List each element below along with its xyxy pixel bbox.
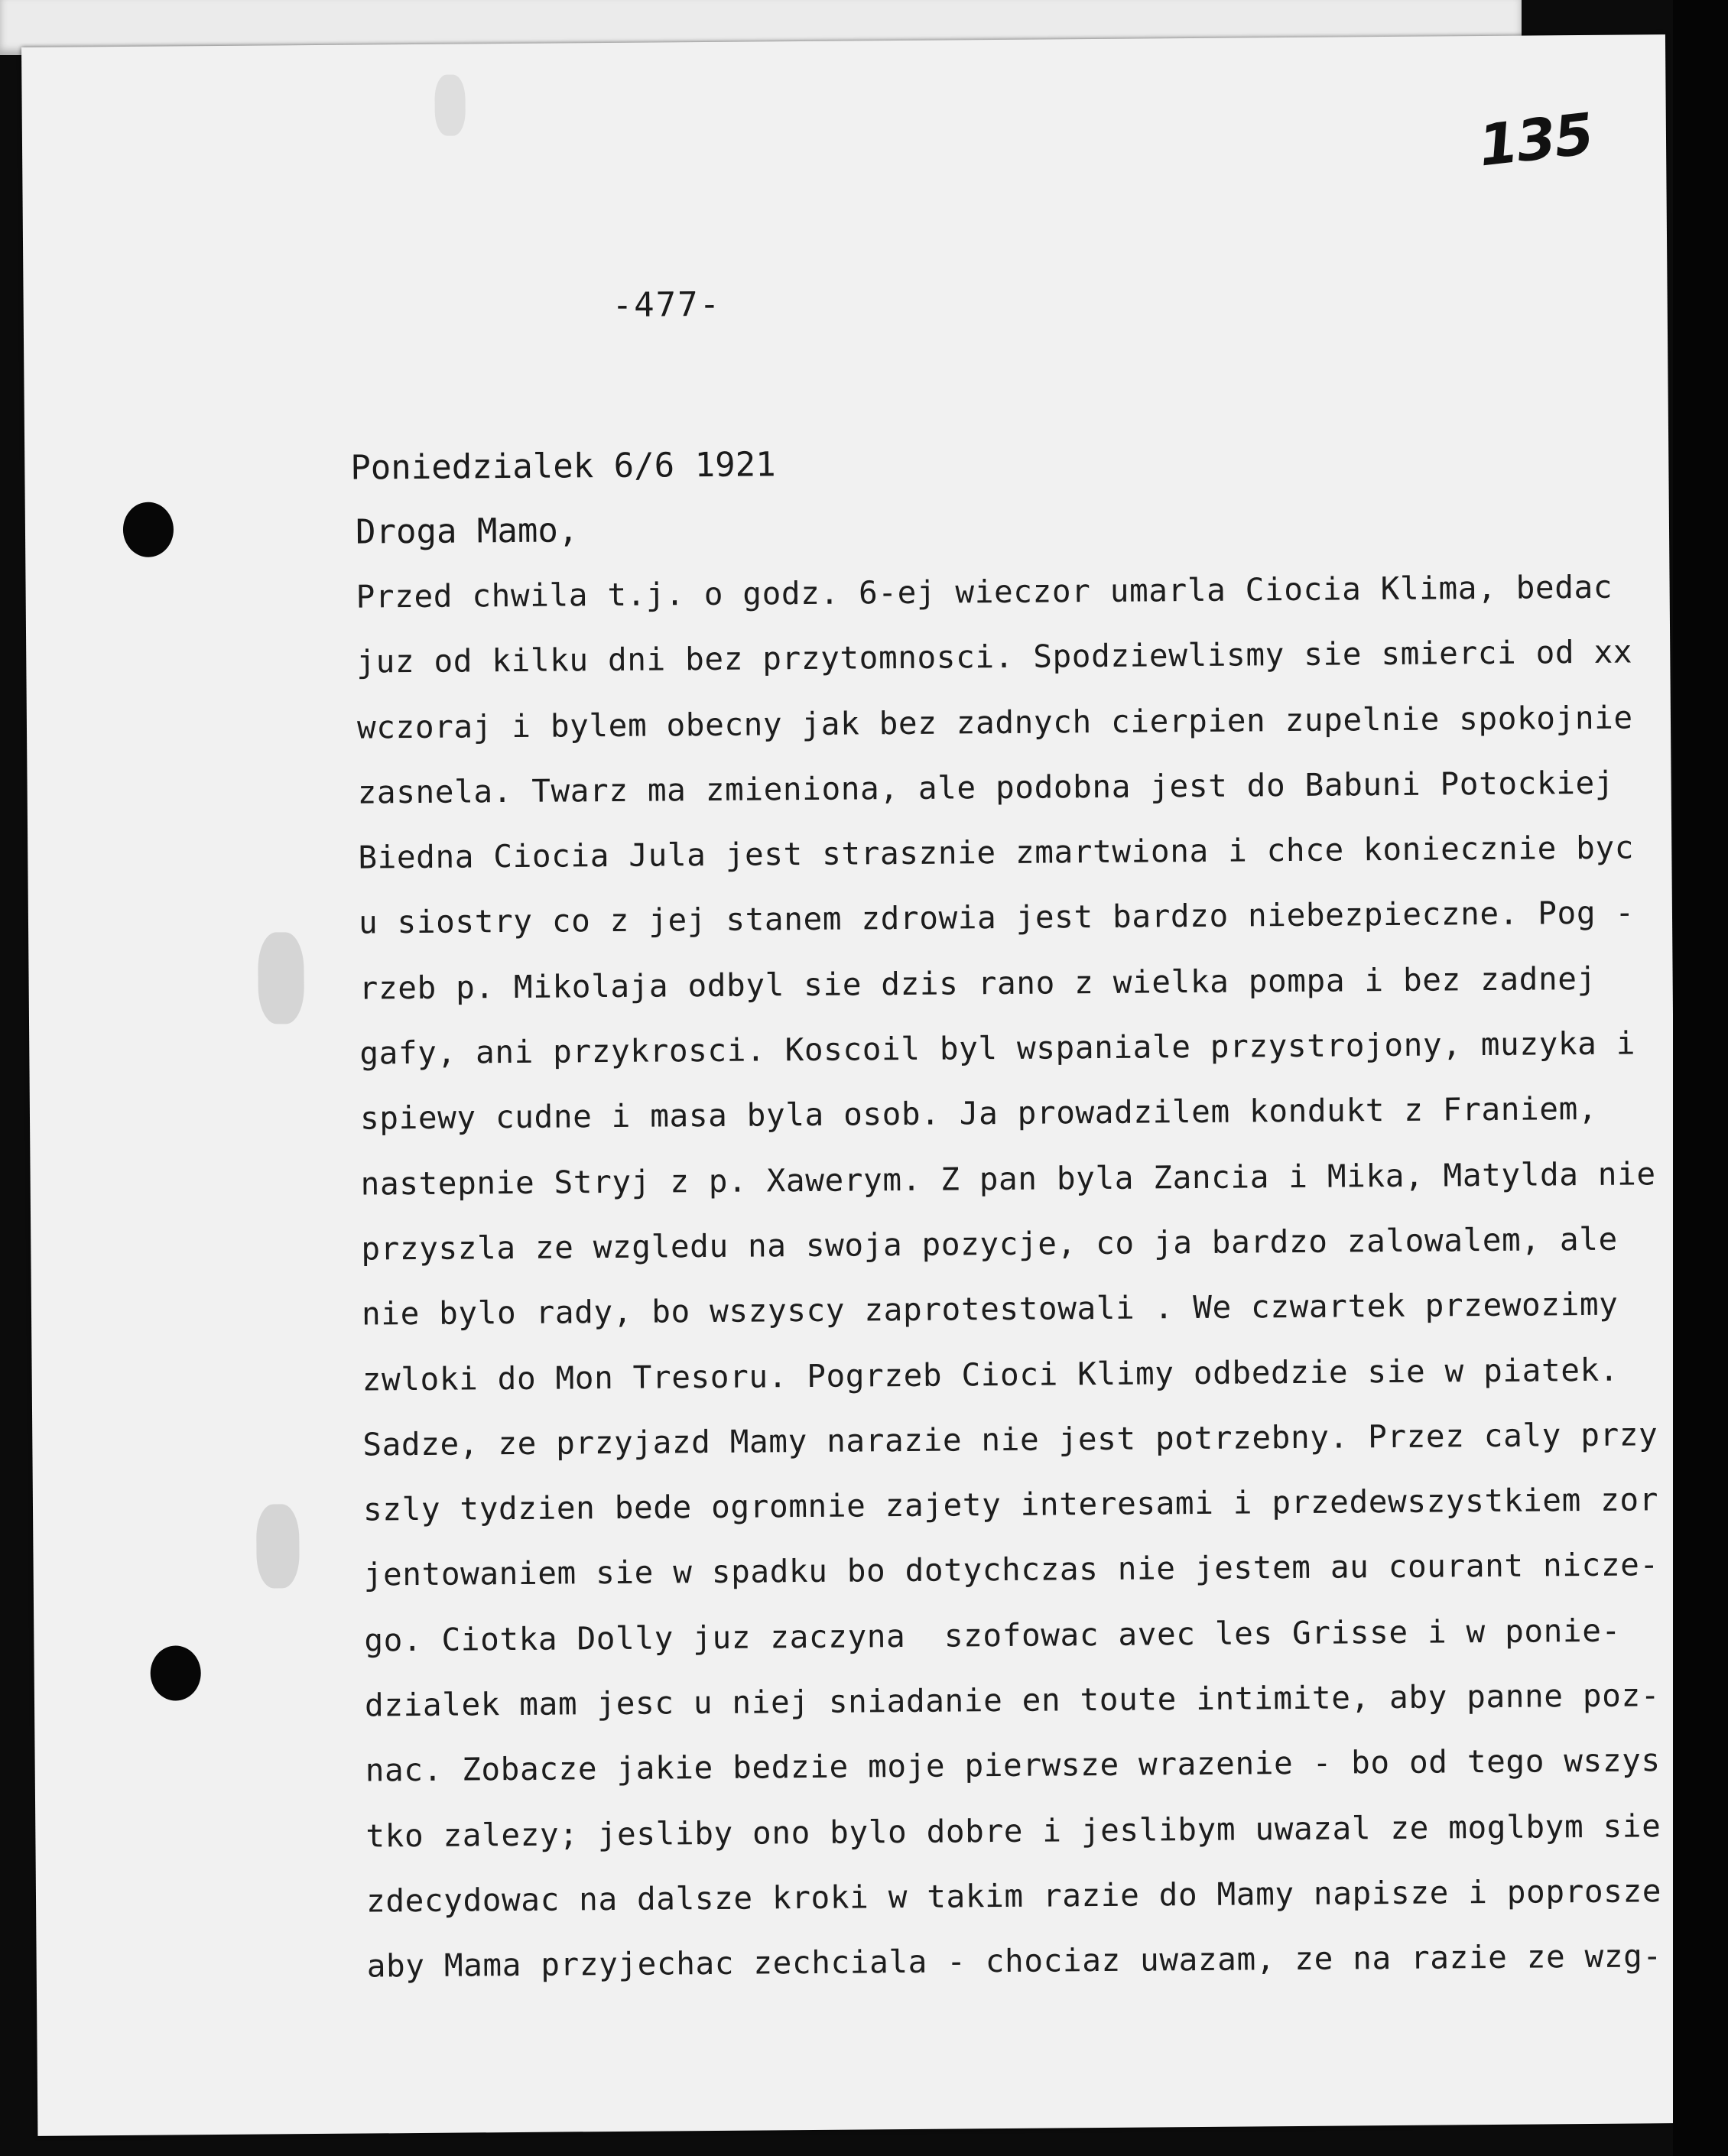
letter-line: rzeb p. Mikolaja odbyl sie dzis rano z wielka pompa i bez zadnej xyxy=(359,959,1597,1007)
letter-line: przyszla ze wzgledu na swoja pozycje, co ja bardzo zalowalem, ale xyxy=(361,1220,1618,1268)
letter-line: jentowaniem sie w spadku bo dotychczas nie jestem au courant nicze- xyxy=(363,1546,1659,1593)
letter-line: nac. Zobacze jakie bedzie moje pierwsze wrazenie - bo od tego wszys xyxy=(365,1742,1661,1789)
letter-line: tko zalezy; jesliby ono bylo dobre i jeslibym uwazal ze moglbym sie xyxy=(365,1807,1661,1855)
letter-line: wczoraj i bylem obecny jak bez zadnych cierpien zupelnie spokojnie xyxy=(356,699,1633,746)
scan-background-edge xyxy=(1673,0,1728,2156)
scan-smudge xyxy=(258,932,304,1024)
letter-body xyxy=(356,554,1682,1999)
letter-line: spiewy cudne i masa byla osob. Ja prowadzilem kondukt z Franiem, xyxy=(359,1090,1598,1137)
letter-line: Biedna Ciocia Jula jest strasznie zmartwiona i chce koniecznie byc xyxy=(358,829,1635,876)
letter-line: go. Ciotka Dolly juz zaczyna szofowac avec les Grisse i w ponie- xyxy=(364,1612,1621,1659)
letter-line: szly tydzien bede ogromnie zajety interesami i przedewszystkiem zor xyxy=(362,1481,1659,1528)
letter-line: Sadze, ze przyjazd Mamy narazie nie jest potrzebny. Przez caly przy xyxy=(362,1416,1658,1463)
letter-line: zasnela. Twarz ma zmieniona, ale podobna jest do Babuni Potockiej xyxy=(357,764,1615,811)
letter-line: aby Mama przyjechac zechciala - chociaz uwazam, ze na razie ze wzg- xyxy=(366,1937,1662,1985)
letter-line: zwloki do Mon Tresoru. Pogrzeb Cioci Klimy odbedzie sie w piatek. xyxy=(362,1351,1619,1398)
letter-line: u siostry co z jej stanem zdrowia jest bardzo niebezpieczne. Pog - xyxy=(358,894,1635,942)
letter-date: Poniedzialek 6/6 1921 xyxy=(350,445,776,488)
scan-smudge xyxy=(434,74,466,135)
scan-smudge xyxy=(256,1504,300,1588)
letter-salutation: Droga Mamo, xyxy=(355,511,579,552)
letter-line: nastepnie Stryj z p. Xawerym. Z pan byla Zancia i Mika, Matylda nie xyxy=(360,1154,1656,1203)
punch-hole-bottom xyxy=(150,1645,201,1701)
handwritten-folio-number: 135 xyxy=(1475,101,1596,180)
page-number: -477- xyxy=(612,284,722,325)
letter-line: zdecydowac na dalsze kroki w takim razie do Mamy napisze i poprosze xyxy=(365,1872,1662,1920)
typed-letter-page xyxy=(21,34,1681,2136)
letter-line: dzialek mam jesc u niej sniadanie en toute intimite, aby panne poz- xyxy=(364,1677,1661,1724)
letter-line: juz od kilku dni bez przytomnosci. Spodziewlismy sie smierci od xx xyxy=(356,633,1633,680)
punch-hole-top xyxy=(123,502,174,557)
letter-line: Przed chwila t.j. o godz. 6-ej wieczor umarla Ciocia Klima, bedac xyxy=(356,568,1613,615)
letter-line: gafy, ani przykrosci. Koscoil byl wspaniale przystrojony, muzyka i xyxy=(359,1024,1636,1072)
letter-line: nie bylo rady, bo wszyscy zaprotestowali . We czwartek przewozimy xyxy=(361,1285,1619,1333)
